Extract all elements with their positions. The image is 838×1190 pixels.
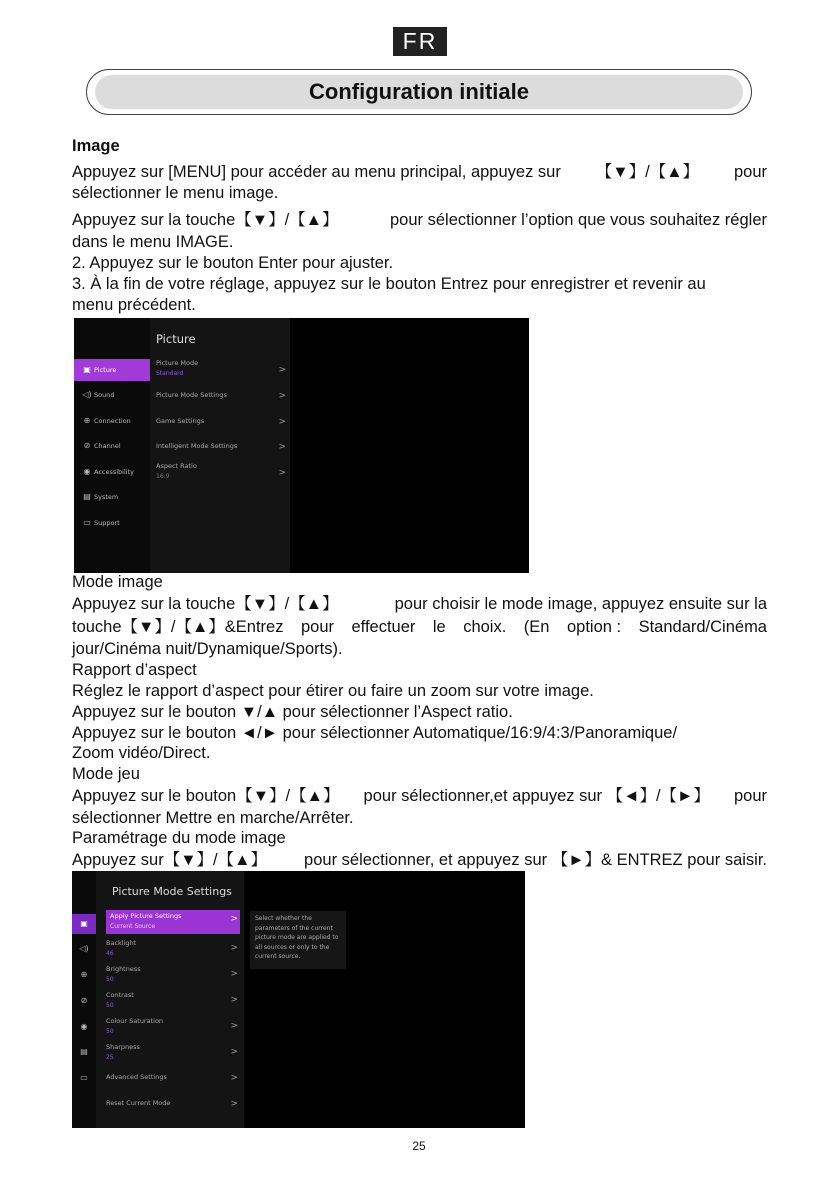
menu-item-aspect-ratio[interactable] — [156, 462, 286, 480]
text-span: pour — [733, 163, 767, 181]
chevron-right-icon: > — [278, 442, 286, 452]
menu-item-advanced-settings[interactable] — [106, 1073, 240, 1081]
menu-item-value: Standard — [156, 370, 184, 377]
menu-item-brightness[interactable] — [106, 965, 240, 983]
menu-item-colour-saturation[interactable] — [106, 1017, 240, 1035]
menu-item-label: Aspect Ratio — [156, 462, 197, 470]
chevron-right-icon: > — [278, 365, 286, 375]
text-span: pour sélectionner, et appuyez sur 【►】& ENTREZ pour saisir. — [304, 851, 767, 869]
menu-item-label: Picture Mode Settings — [156, 391, 227, 399]
text-span: choix. — [463, 618, 507, 636]
sidebar-item-system[interactable] — [74, 486, 150, 508]
text-span: Appuyez sur la touche【▼】/【▲】 — [72, 211, 339, 229]
sidebar-item-accessibility[interactable] — [74, 461, 150, 483]
page-number: 25 — [412, 1139, 426, 1153]
text-span: touche【▼】/【▲】&Entrez — [72, 618, 284, 636]
chevron-right-icon: > — [230, 995, 238, 1005]
paragraph-line: jour/Cinéma nuit/Dynamique/Sports). — [72, 640, 343, 658]
text-span: pour — [733, 787, 767, 805]
menu-item-picture-mode-settings[interactable] — [156, 391, 286, 399]
text-span: Appuyez sur [MENU] pour accéder au menu principal, appuyez sur — [72, 163, 561, 181]
paragraph-line — [72, 162, 767, 183]
menu-item-contrast[interactable] — [106, 991, 240, 1009]
menu-item-label: Colour Saturation — [106, 1017, 164, 1025]
sidebar-item-label: Picture — [94, 366, 117, 374]
text-span: Appuyez sur la touche【▼】/【▲】 — [72, 595, 339, 613]
subsection-title: Mode image — [72, 573, 163, 591]
menu-item-label: Intelligent Mode Settings — [156, 442, 238, 450]
paragraph-line: menu précédent. — [72, 296, 196, 314]
menu-item-sharpness[interactable] — [106, 1043, 240, 1061]
paragraph-line: dans le menu IMAGE. — [72, 233, 234, 251]
paragraph-line: Réglez le rapport d’aspect pour étirer ou faire un zoom sur votre image. — [72, 682, 594, 700]
paragraph-line — [72, 594, 767, 615]
chevron-right-icon: > — [230, 1021, 238, 1031]
paragraph-line — [72, 210, 767, 231]
picture-icon: ▣ — [83, 365, 91, 374]
picture-icon[interactable]: ▣ — [72, 914, 96, 934]
text-span: effectuer — [351, 618, 416, 636]
sidebar-item-connection[interactable] — [74, 410, 150, 432]
tv-sidebar — [72, 871, 96, 1128]
menu-item-reset-current-mode[interactable] — [106, 1099, 240, 1107]
sidebar-item-picture[interactable] — [74, 359, 150, 381]
tv-menu-title: Picture Mode Settings — [112, 885, 232, 898]
text-span: (En — [523, 618, 550, 636]
paragraph-line: Appuyez sur le bouton ◄/► pour sélectionner Automatique/16:9/4:3/Panoramique/ — [72, 724, 678, 742]
language-badge: FR — [393, 27, 447, 56]
menu-item-label: Brightness — [106, 965, 141, 973]
menu-item-label: Sharpness — [106, 1043, 140, 1051]
support-icon[interactable]: ▭ — [80, 1073, 88, 1082]
chevron-right-icon: > — [230, 1099, 238, 1109]
accessibility-icon[interactable]: ◉ — [80, 1022, 88, 1031]
text-span: pour sélectionner l’option que vous souhaitez régler — [390, 211, 767, 229]
paragraph-line — [72, 850, 767, 871]
menu-item-value: 16:9 — [156, 473, 170, 480]
section-title: Image — [72, 137, 120, 155]
sidebar-item-sound[interactable] — [74, 384, 150, 406]
section-banner — [86, 69, 752, 115]
sound-icon: ◁) — [82, 390, 92, 399]
paragraph-line: 2. Appuyez sur le bouton Enter pour ajuster. — [72, 254, 394, 272]
text-span: pour sélectionner,et appuyez sur 【◄】/【►】 — [363, 787, 710, 805]
menu-item-label: Picture Mode — [156, 359, 199, 367]
chevron-right-icon: > — [230, 914, 238, 924]
support-icon: ▭ — [83, 518, 91, 527]
menu-item-value: Current Source — [110, 923, 156, 930]
sidebar-item-label: System — [94, 493, 119, 501]
menu-item-label: Backlight — [106, 939, 137, 947]
sidebar-item-label: Connection — [94, 417, 131, 425]
tv-sidebar — [74, 318, 150, 573]
text-span: option : — [566, 618, 622, 636]
sidebar-item-support[interactable] — [74, 512, 150, 534]
sidebar-item-label: Sound — [94, 391, 115, 399]
text-span: Appuyez sur【▼】/【▲】 — [72, 851, 267, 869]
tv-menu-title: Picture — [156, 332, 196, 346]
menu-item-value: 50 — [106, 1028, 114, 1035]
chevron-right-icon: > — [278, 468, 286, 478]
subsection-title: Rapport d’aspect — [72, 661, 197, 679]
paragraph-line: Zoom vidéo/Direct. — [72, 744, 211, 762]
text-span: 3. À la fin de votre réglage, appuyez sur le bouton Entrez pour enregistrer et revenir au — [72, 275, 706, 293]
chevron-right-icon: > — [230, 1047, 238, 1057]
tv-picture-mode-settings-screenshot — [72, 871, 525, 1128]
menu-item-game-settings[interactable] — [156, 417, 286, 425]
globe-icon[interactable]: ⊕ — [80, 970, 88, 979]
menu-item-label: Advanced Settings — [106, 1073, 167, 1081]
paragraph-line: sélectionner le menu image. — [72, 184, 279, 202]
channel-icon[interactable]: ⊘ — [80, 996, 88, 1005]
menu-item-label: Game Settings — [156, 417, 205, 425]
chevron-right-icon: > — [230, 969, 238, 979]
tv-picture-menu-screenshot — [74, 318, 529, 573]
menu-item-intelligent-mode-settings[interactable] — [156, 442, 286, 450]
channel-icon: ⊘ — [83, 441, 91, 450]
text-span: pour — [300, 618, 334, 636]
chevron-right-icon: > — [230, 943, 238, 953]
system-icon: ▤ — [83, 492, 91, 501]
chevron-right-icon: > — [278, 417, 286, 427]
paragraph-line: Appuyez sur le bouton ▼/▲ pour sélectionner l’Aspect ratio. — [72, 703, 513, 721]
menu-item-value: 50 — [106, 976, 114, 983]
paragraph-line: sélectionner Mettre en marche/Arrêter. — [72, 809, 354, 827]
text-span: le — [432, 618, 446, 636]
help-text-box: Select whether the parameters of the current picture mode are applied to all sources or only to the current source. — [250, 911, 346, 969]
menu-item-value: 46 — [106, 950, 114, 957]
menu-item-value: 50 — [106, 1002, 114, 1009]
sidebar-item-label: Support — [94, 519, 120, 527]
menu-item-picture-mode[interactable] — [156, 359, 286, 377]
sidebar-item-channel[interactable] — [74, 435, 150, 457]
menu-item-label: Reset Current Mode — [106, 1099, 171, 1107]
text-span: Appuyez sur le bouton【▼】/【▲】 — [72, 787, 340, 805]
menu-item-label: Apply Picture Settings — [110, 912, 182, 920]
menu-item-backlight[interactable] — [106, 939, 240, 957]
paragraph-line — [72, 617, 767, 638]
menu-item-label: Contrast — [106, 991, 134, 999]
sidebar-item-label: Channel — [94, 442, 121, 450]
text-span: 【▼】/【▲】 — [595, 163, 700, 181]
chevron-right-icon: > — [230, 1073, 238, 1083]
text-span: Standard/Cinéma — [638, 618, 767, 636]
banner-title: Configuration initiale — [95, 75, 743, 109]
globe-icon: ⊕ — [83, 416, 91, 425]
system-icon[interactable]: ▤ — [80, 1047, 88, 1056]
sidebar-item-label: Accessibility — [94, 468, 134, 476]
paragraph-line — [72, 274, 767, 295]
text-span: pour choisir le mode image, appuyez ensuite sur la — [394, 595, 767, 613]
subsection-title: Paramétrage du mode image — [72, 829, 286, 847]
paragraph-line — [72, 786, 767, 807]
menu-item-value: 25 — [106, 1054, 114, 1061]
chevron-right-icon: > — [278, 391, 286, 401]
accessibility-icon: ◉ — [83, 467, 91, 476]
subsection-title: Mode jeu — [72, 765, 140, 783]
menu-item-apply-picture-settings[interactable] — [106, 910, 240, 934]
sound-icon[interactable]: ◁) — [79, 944, 89, 953]
